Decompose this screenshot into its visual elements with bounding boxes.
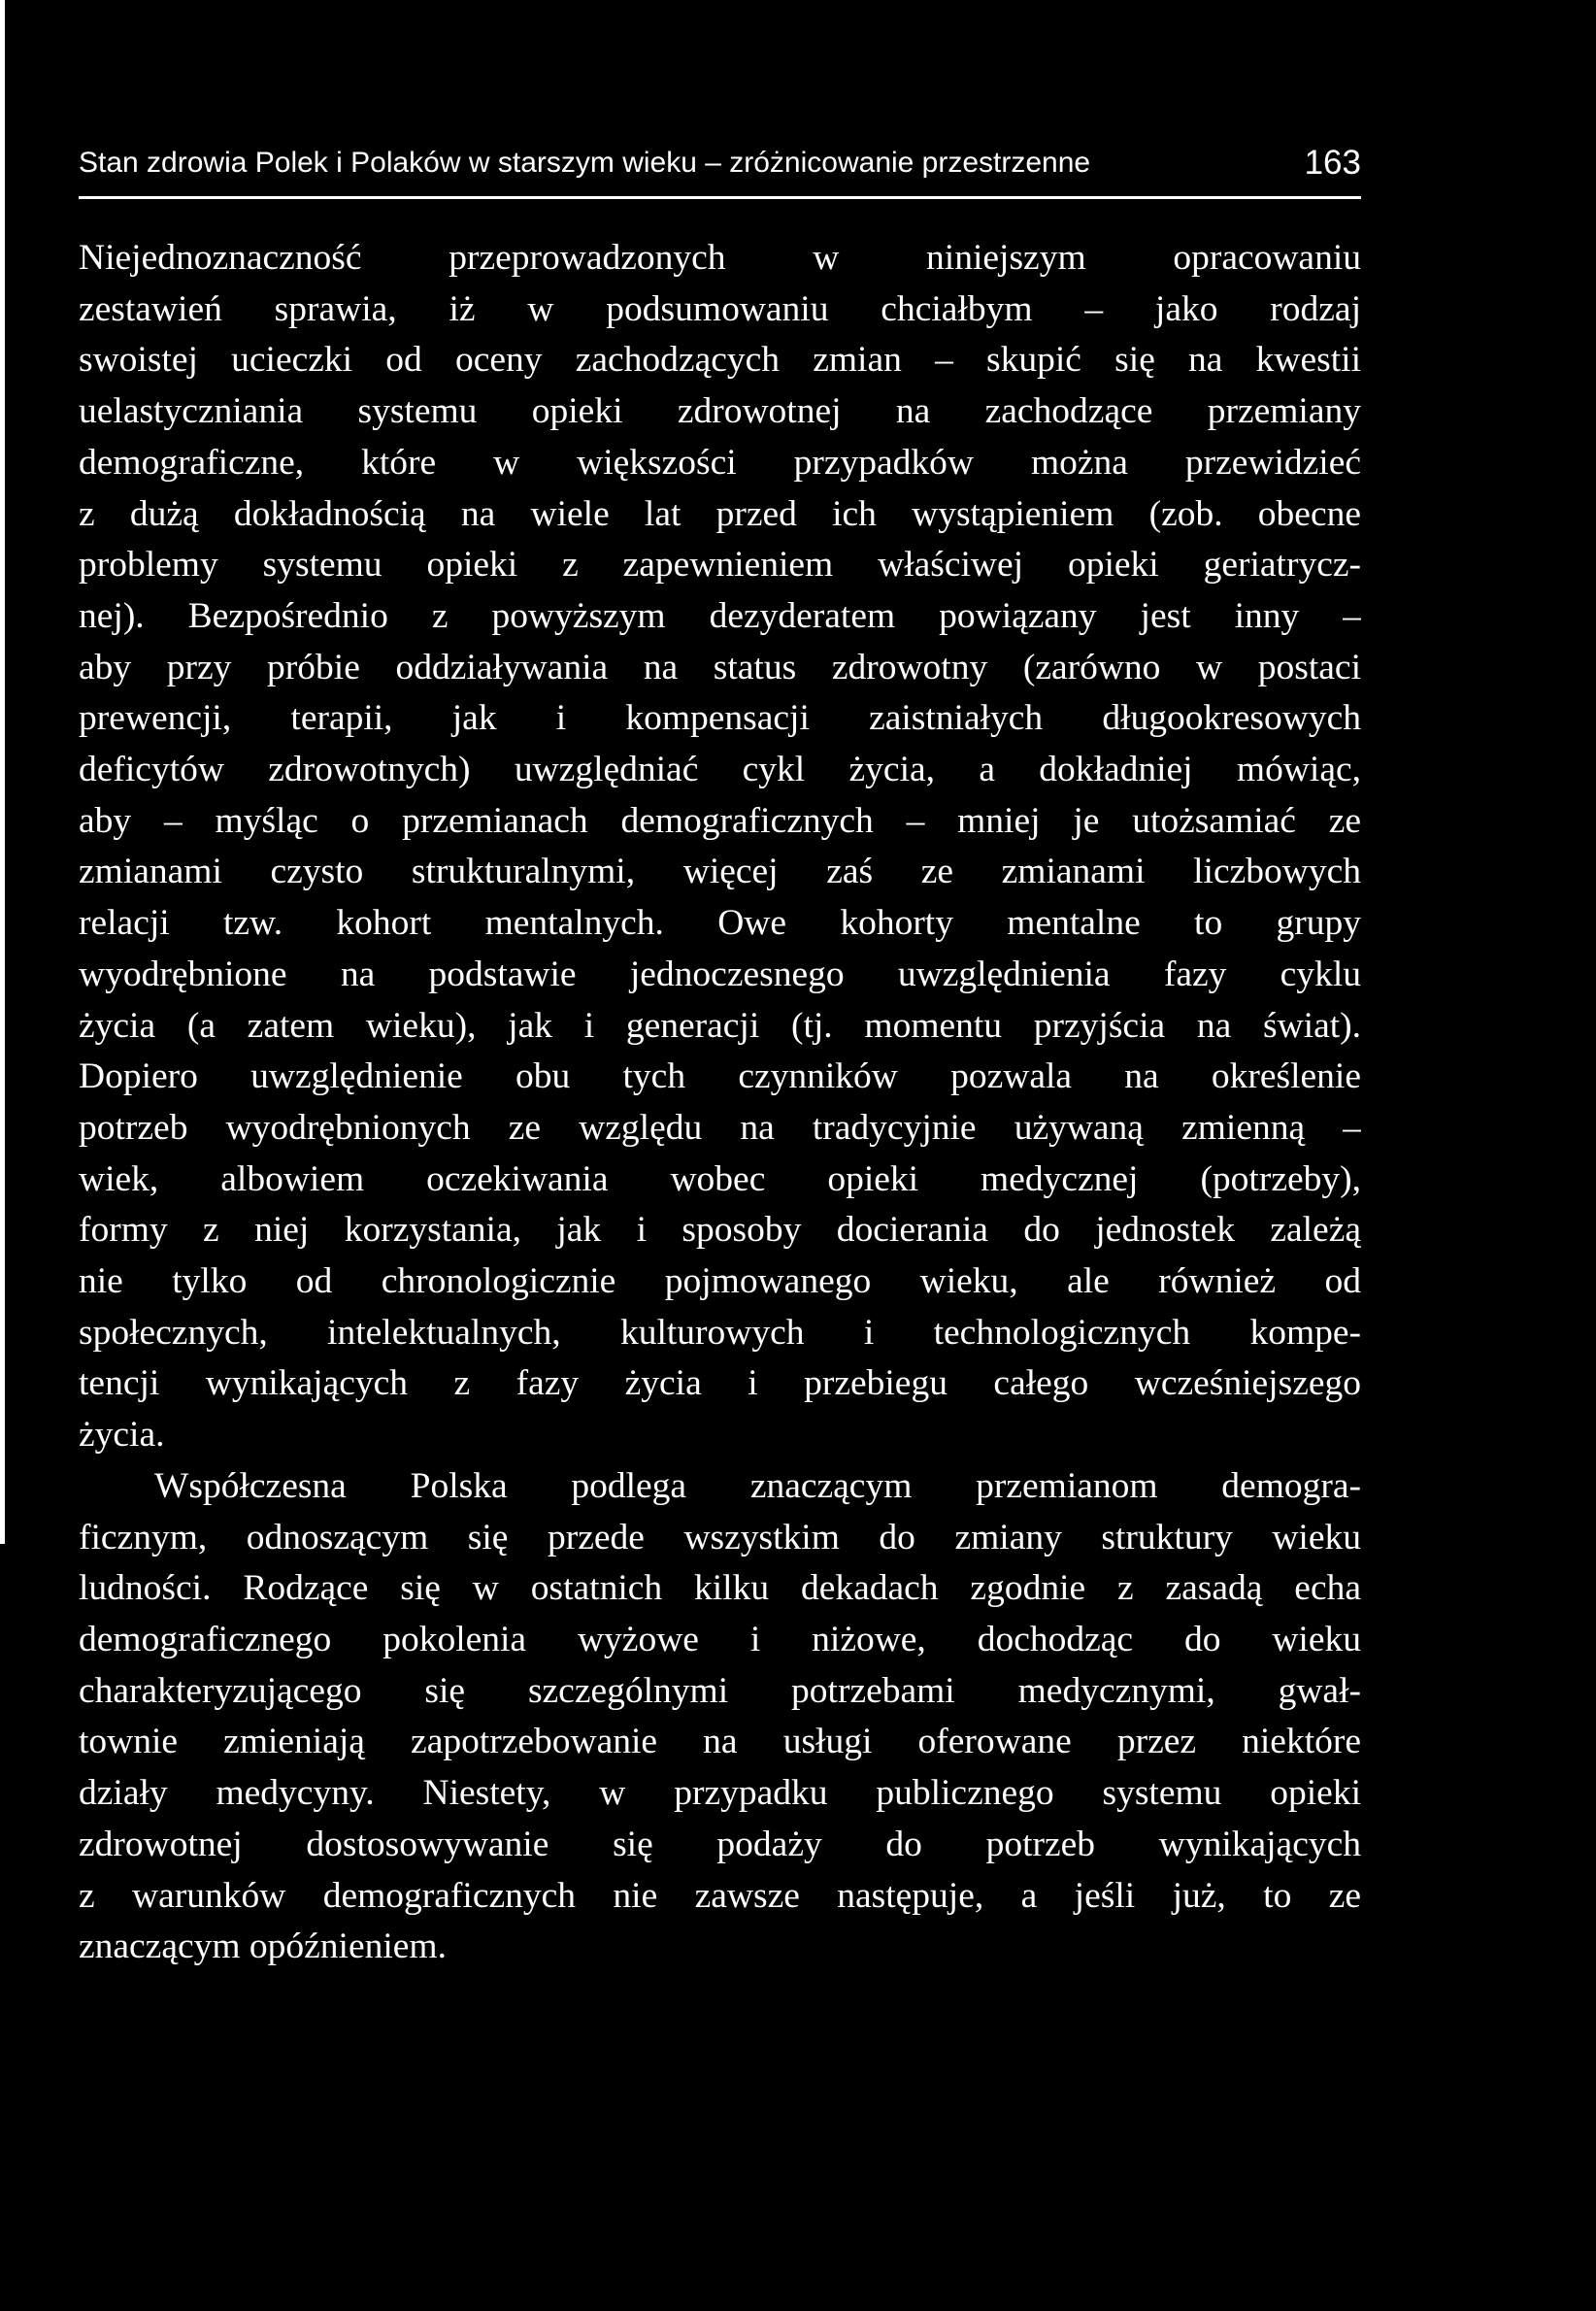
text-line: prewencji, terapii, jak i kompensacji zaistniałych długookresowych [79,698,1361,739]
page-edge [0,0,5,1544]
text-line: zestawień sprawia, iż w podsumowaniu chciałbym – jako rodzaj [79,288,1361,329]
text-line: nie tylko od chronologicznie pojmowanego wieku, ale również od [79,1261,1361,1302]
text-line: relacji tzw. kohort mentalnych. Owe kohorty mentalne to grupy [79,903,1361,944]
text-line: swoistej ucieczki od oceny zachodzących zmian – skupić się na kwestii [79,340,1361,381]
text-line: wyodrębnione na podstawie jednoczesnego uwzględnienia fazy cyklu [79,954,1361,994]
text-line: Współczesna Polska podlega znaczącym przemianom demogra- [154,1465,1361,1506]
text-line: życia (a zatem wieku), jak i generacji (tj. momentu przyjścia na świat). [79,1005,1361,1046]
text-line: nej). Bezpośrednio z powyższym dezyderatem powiązany jest inny – [79,595,1361,636]
text-line: potrzeb wyodrębnionych ze względu na tradycyjnie używaną zmienną – [79,1107,1361,1148]
header-rule [79,196,1361,199]
text-line: demograficzne, które w większości przypadków można przewidzieć [79,442,1361,483]
text-line: z warunków demograficznych nie zawsze następuje, a jeśli już, to ze [79,1875,1361,1916]
text-line: zmianami czysto strukturalnymi, więcej zaś ze zmianami liczbowych [79,852,1361,892]
running-header [79,144,1361,202]
text-line: Dopiero uwzględnienie obu tych czynników pozwala na określenie [79,1056,1361,1097]
text-line: uelastyczniania systemu opieki zdrowotnej na zachodzące przemiany [79,391,1361,432]
paragraph [79,233,1361,1461]
text-line: deficytów zdrowotnych) uwzględniać cykl życia, a dokładniej mówiąc, [79,750,1361,790]
paragraph [79,1461,1361,1973]
body-text [79,233,1361,1973]
text-line: działy medycyny. Niestety, w przypadku publicznego systemu opieki [79,1773,1361,1814]
text-line: wiek, albowiem oczekiwania wobec opieki medycznej (potrzeby), [79,1158,1361,1199]
text-line: znaczącym opóźnieniem. [79,1926,447,1967]
text-line: tencji wynikających z fazy życia i przebiegu całego wcześniejszego [79,1363,1361,1404]
text-line: aby – myśląc o przemianach demograficznych – mniej je utożsamiać ze [79,800,1361,841]
text-line: zdrowotnej dostosowywanie się podaży do potrzeb wynikających [79,1824,1361,1864]
text-line: demograficznego pokolenia wyżowe i niżowe, dochodząc do wieku [79,1619,1361,1659]
text-line: ficznym, odnoszącym się przede wszystkim do zmiany struktury wieku [79,1517,1361,1557]
text-line: problemy systemu opieki z zapewnieniem właściwej opieki geriatrycz- [79,545,1361,586]
text-line: formy z niej korzystania, jak i sposoby docierania do jednostek zależą [79,1210,1361,1251]
text-line: ludności. Rodzące się w ostatnich kilku dekadach zgodnie z zasadą echa [79,1568,1361,1609]
text-line: społecznych, intelektualnych, kulturowych i technologicznych kompe- [79,1312,1361,1353]
text-line: Niejednoznaczność przeprowadzonych w niniejszym opracowaniu [79,238,1361,278]
text-line: z dużą dokładnością na wiele lat przed ich wystąpieniem (zob. obecne [79,493,1361,534]
page-number: 163 [1304,144,1361,182]
text-line: życia. [79,1415,165,1456]
running-title: Stan zdrowia Polek i Polaków w starszym wieku – zróżnicowanie przestrzenne [79,147,1091,179]
text-line: charakteryzującego się szczególnymi potrzebami medycznymi, gwał- [79,1670,1361,1711]
text-line: aby przy próbie oddziaływania na status zdrowotny (zarówno w postaci [79,647,1361,687]
text-line: townie zmieniają zapotrzebowanie na usługi oferowane przez niektóre [79,1722,1361,1762]
